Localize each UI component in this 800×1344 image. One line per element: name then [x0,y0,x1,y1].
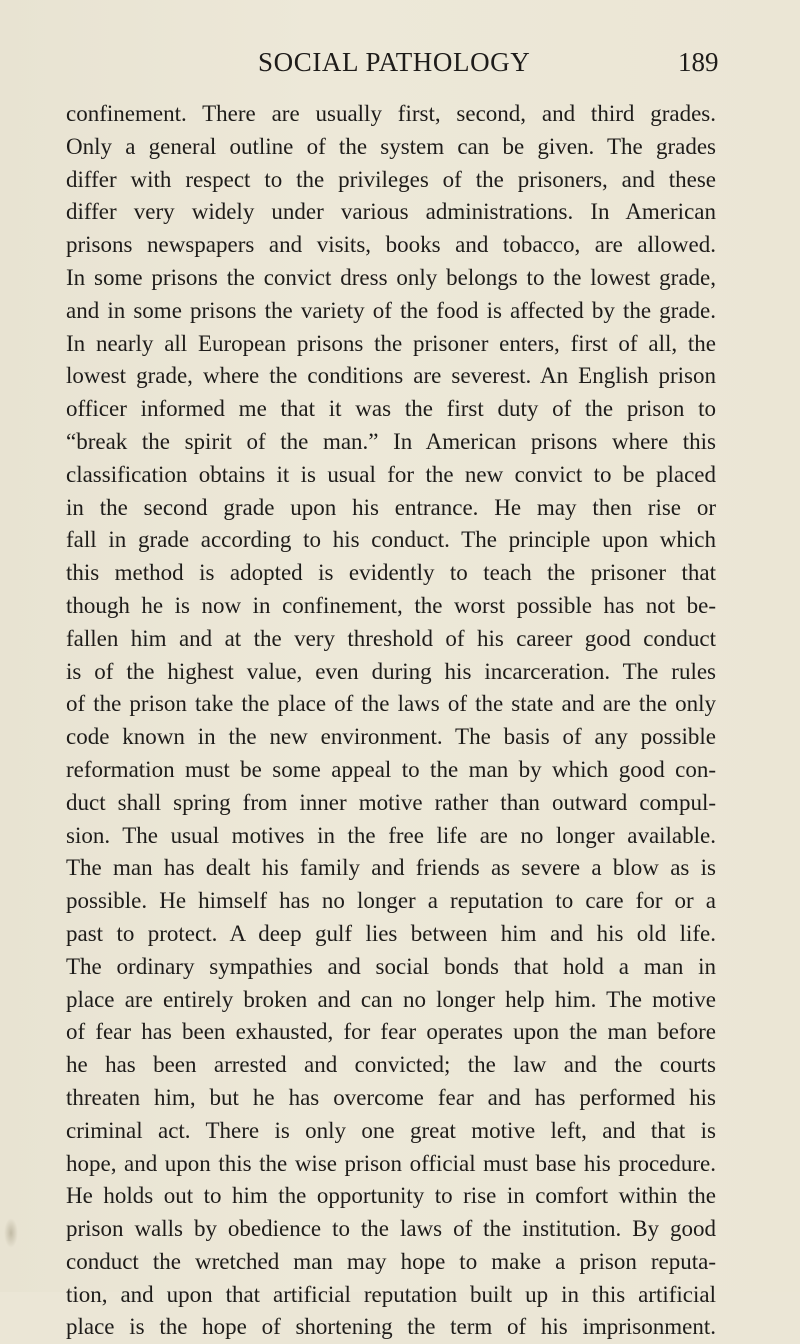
text-line: criminal act. There is only one great motive left, and that is [66,1117,716,1143]
text-line: of the prison take the place of the laws of the state and are the only [66,691,716,717]
text-line: place is the hope of shortening the term of his imprisonment. [66,1314,716,1340]
text-line: reformation must be some appeal to the man by which good con- [66,756,716,782]
body-text [66,98,716,1344]
text-line: “break the spirit of the man.” In American prisons where this [66,428,716,454]
text-line: in the second grade upon his entrance. He may then rise or [66,494,716,520]
text-line: confinement. There are usually first, second, and third grades. [66,101,716,126]
text-line: officer informed me that it was the first duty of the prison to [66,396,716,422]
text-line: he has been arrested and convicted; the law and the courts [66,1052,716,1078]
text-line: though he is now in confinement, the worst possible has not be- [66,592,716,618]
text-line: place are entirely broken and can no longer help him. The motive [66,986,716,1012]
text-line: this method is adopted is evidently to teach the prisoner that [66,560,716,586]
text-line: In nearly all European prisons the prisoner enters, first of all, the [66,330,716,356]
text-line: and in some prisons the variety of the food is affected by the grade. [66,297,716,323]
text-line: is of the highest value, even during his incarceration. The rules [66,658,716,684]
text-line: classification obtains it is usual for the new convict to be placed [66,461,716,487]
running-head [0,42,800,82]
text-line: lowest grade, where the conditions are severest. An English prison [66,363,716,389]
running-head-title: SOCIAL PATHOLOGY [258,47,531,77]
text-line: He holds out to him the opportunity to rise in comfort within the [66,1183,716,1209]
text-line: differ with respect to the privileges of the prisoners, and these [66,166,716,192]
text-line: The man has dealt his family and friends as severe a blow as is [66,855,716,881]
text-line: tion, and upon that artificial reputation built up in this artificial [66,1281,716,1307]
text-line: past to protect. A deep gulf lies between him and his old life. [66,920,716,946]
text-line: Only a general outline of the system can be given. The grades [66,133,716,159]
text-line: hope, and upon this the wise prison official must base his procedure. [66,1150,716,1176]
text-line: conduct the wretched man may hope to make a prison reputa- [66,1248,716,1274]
text-line: The ordinary sympathies and social bonds that hold a man in [66,953,716,979]
text-line: prisons newspapers and visits, books and tobacco, are allowed. [66,232,716,258]
text-line: fallen him and at the very threshold of his career good conduct [66,625,716,651]
text-line: duct shall spring from inner motive rather than outward compul- [66,789,716,815]
text-line: code known in the new environment. The basis of any possible [66,724,716,750]
text-line: fall in grade according to his conduct. The principle upon which [66,527,716,553]
text-line: sion. The usual motives in the free life are no longer available. [66,822,716,848]
text-line: In some prisons the convict dress only belongs to the lowest grade, [66,264,716,290]
page-smudge [4,1218,18,1248]
page-number: 189 [678,47,719,77]
text-line: possible. He himself has no longer a reputation to care for or a [66,888,716,914]
text-line: prison walls by obedience to the laws of the institution. By good [66,1216,716,1242]
text-line: differ very widely under various administrations. In American [66,199,716,225]
text-line: threaten him, but he has overcome fear and has performed his [66,1084,716,1110]
text-line: of fear has been exhausted, for fear operates upon the man before [66,1019,716,1045]
